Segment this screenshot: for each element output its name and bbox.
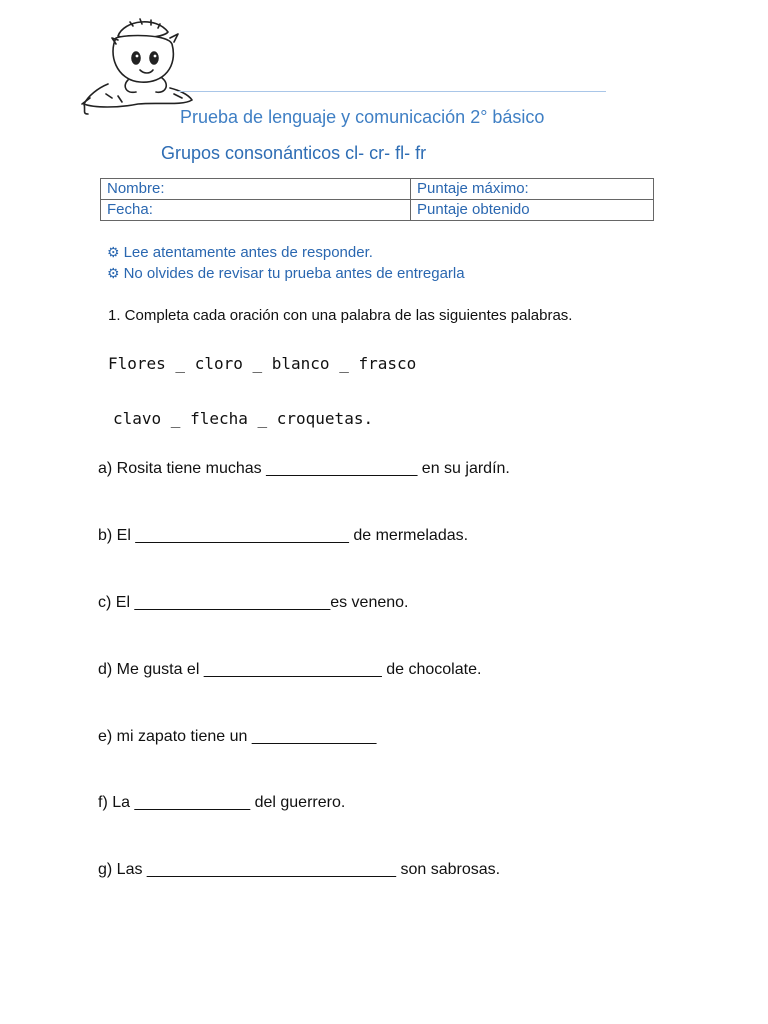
header-rule (178, 91, 606, 92)
question-1-prompt: 1. Completa cada oración con una palabra de las siguientes palabras. (108, 307, 573, 324)
sentence-e: e) mi zapato tiene un ______________ (98, 728, 377, 745)
gear-icon: ⚙ (107, 244, 120, 260)
table-row (101, 179, 654, 200)
obtained-score-label: Puntaje obtenido (411, 200, 654, 221)
word-bank-line-1: Flores _ cloro _ blanco _ frasco (108, 354, 417, 373)
word-bank-line-2: clavo _ flecha _ croquetas. (113, 409, 374, 428)
sentence-b: b) El ________________________ de mermeladas. (98, 527, 469, 544)
gear-icon: ⚙ (107, 265, 120, 281)
date-label: Fecha: (101, 200, 411, 221)
child-illustration (78, 14, 196, 116)
sentence-d: d) Me gusta el ____________________ de chocolate. (98, 661, 482, 678)
instruction-item (107, 244, 373, 261)
page-subtitle: Grupos consonánticos cl- cr- fl- fr (161, 143, 427, 163)
instruction-item (107, 265, 465, 282)
instruction-text: Lee atentamente antes de responder. (123, 244, 373, 261)
instruction-text: No olvides de revisar tu prueba antes de entregarla (123, 265, 465, 282)
sentence-f: f) La _____________ del guerrero. (98, 794, 346, 811)
page-title: Prueba de lenguaje y comunicación 2° básico (180, 107, 545, 127)
name-label: Nombre: (101, 179, 411, 200)
table-row (101, 200, 654, 221)
max-score-label: Puntaje máximo: (411, 179, 654, 200)
sentence-c: c) El ______________________es veneno. (98, 594, 409, 611)
sentence-g: g) Las ____________________________ son sabrosas. (98, 861, 501, 878)
sentence-a: a) Rosita tiene muchas _________________ en su jardín. (98, 460, 510, 477)
student-info-table (100, 178, 654, 221)
